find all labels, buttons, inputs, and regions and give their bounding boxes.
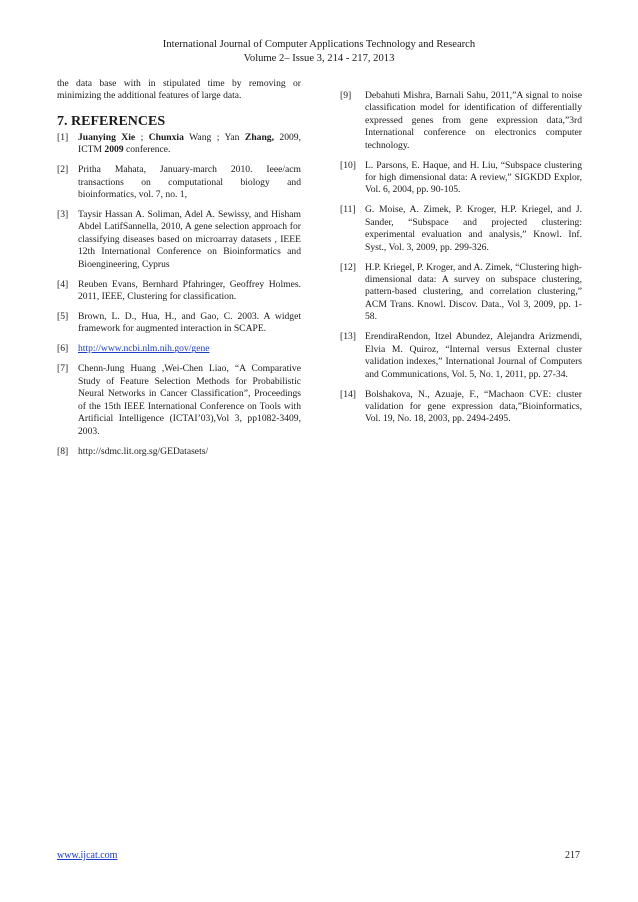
references-heading: 7. REFERENCES: [57, 113, 166, 129]
reference-text: Pritha Mahata, January-march 2010. Ieee/acm transactions on computational biology and bioinformatics, vol. 7, no. 1,: [78, 164, 301, 201]
reference-text: Debahuti Mishra, Barnali Sahu, 2011,”A signal to noise classification model for identification of differentially expressed genes from gene expression data,”3rd International conference on electronics computer technology.: [365, 90, 582, 151]
reference-1: [57, 132, 301, 157]
reference-number: [9]: [340, 90, 352, 101]
reference-13: [340, 331, 582, 381]
reference-number: [10]: [340, 159, 356, 171]
reference-number: [11]: [340, 204, 356, 216]
page-number: 217: [565, 850, 580, 861]
reference-number: [5]: [57, 311, 69, 323]
journal-title: International Journal of Computer Applications Technology and Research: [162, 39, 476, 50]
reference-6: [57, 343, 301, 355]
reference-text: G. Moise, A. Zimek, P. Kroger, H.P. Kriegel, and J. Sander, “Subspace and projected clustering: experimental evaluation and analysis,” Knowl. Inf. Syst., Vol. 3, 2009, pp. 299-326.: [365, 204, 582, 253]
reference-9: [340, 90, 582, 152]
reference-number: [13]: [340, 331, 356, 343]
reference-4: [57, 279, 301, 304]
reference-5: [57, 311, 301, 336]
reference-number: [6]: [57, 343, 69, 355]
reference-8: [57, 446, 301, 458]
reference-number: [7]: [57, 363, 69, 375]
reference-2: [57, 164, 301, 201]
reference-number: [1]: [57, 131, 69, 143]
right-column: [340, 90, 582, 433]
reference-text: H.P. Kriegel, P. Kroger, and A. Zimek, “Clustering high-dimensional data: A survey on subspace clustering, pattern-based clustering, and correlation clustering,” ACM Trans. Knowl. Discov. Data., Vol 3, 2009, pp. 1-58.: [365, 261, 582, 323]
reference-text: Juanying Xie ; Chunxia Wang ; Yan Zhang, 2009, ICTM 2009 conference.: [78, 131, 302, 156]
intro-paragraph: the data base with in stipulated time by removing or minimizing the additional features of large data.: [57, 78, 301, 102]
left-column: [57, 78, 301, 466]
reference-11: [340, 204, 582, 254]
reference-10: [340, 160, 582, 197]
reference-text: http://sdmc.lit.org.sg/GEDatasets/: [78, 445, 209, 457]
reference-number: [2]: [57, 164, 69, 176]
reference-number: [12]: [340, 261, 356, 273]
reference-text: L. Parsons, E. Haque, and H. Liu, “Subspace clustering for high dimensional data: A review,” SIGKDD Explor, Vol. 6, 2004, pp. 90-105.: [365, 159, 582, 196]
reference-number: [8]: [57, 445, 69, 457]
reference-14: [340, 389, 582, 426]
page-header: [0, 38, 638, 66]
reference-12: [340, 262, 582, 324]
reference-text: Bolshakova, N., Azuaje, F., “Machaon CVE: cluster validation for gene expression data,”Bioinformatics, Vol. 19, No. 18, 2003, pp. 2494-2495.: [365, 388, 582, 425]
footer-site-link[interactable]: www.ijcat.com: [57, 850, 118, 861]
ncbi-gene-link[interactable]: http://www.ncbi.nlm.nih.gov/gene: [78, 343, 210, 355]
reference-text: Taysir Hassan A. Soliman, Adel A. Sewissy, and Hisham Abdel LatifSannella, 2010, A gene selection approach for classifying diseases based on microarray datasets , IEEE 12th International Conference on Bioinformatics and Bioengineering, Cyprus: [78, 209, 301, 270]
reference-text: ErendiraRendon, Itzel Abundez, Alejandra Arizmendi, Elvia M. Quiroz, “Internal versus External cluster validation indexes,” International Journal of Computers and Communications, Vol. 5, No. 1, 2011, pp. 27-34.: [365, 331, 582, 380]
reference-text: Chenn-Jung Huang ,Wei-Chen Liao, “A Comparative Study of Feature Selection Methods for Probabilistic Neural Networks in Cancer Classification”, Proceedings of the 15th IEEE International Conference on Tools with Artificial Intelligence (ICTAI’03),Vol 3, pp1082-3409, 2003.: [78, 363, 301, 437]
reference-number: [14]: [340, 388, 356, 400]
reference-text: Brown, L. D., Hua, H., and Gao, C. 2003. A widget framework for augmented interaction in SCAPE.: [78, 311, 301, 335]
volume-info: Volume 2– Issue 3, 214 - 217, 2013: [243, 53, 395, 64]
reference-number: [3]: [57, 209, 69, 221]
reference-number: [4]: [57, 278, 69, 290]
reference-7: [57, 363, 301, 437]
reference-text: Reuben Evans, Bernhard Pfahringer, Geoffrey Holmes. 2011, IEEE, Clustering for classification.: [78, 278, 301, 303]
reference-3: [57, 209, 301, 271]
